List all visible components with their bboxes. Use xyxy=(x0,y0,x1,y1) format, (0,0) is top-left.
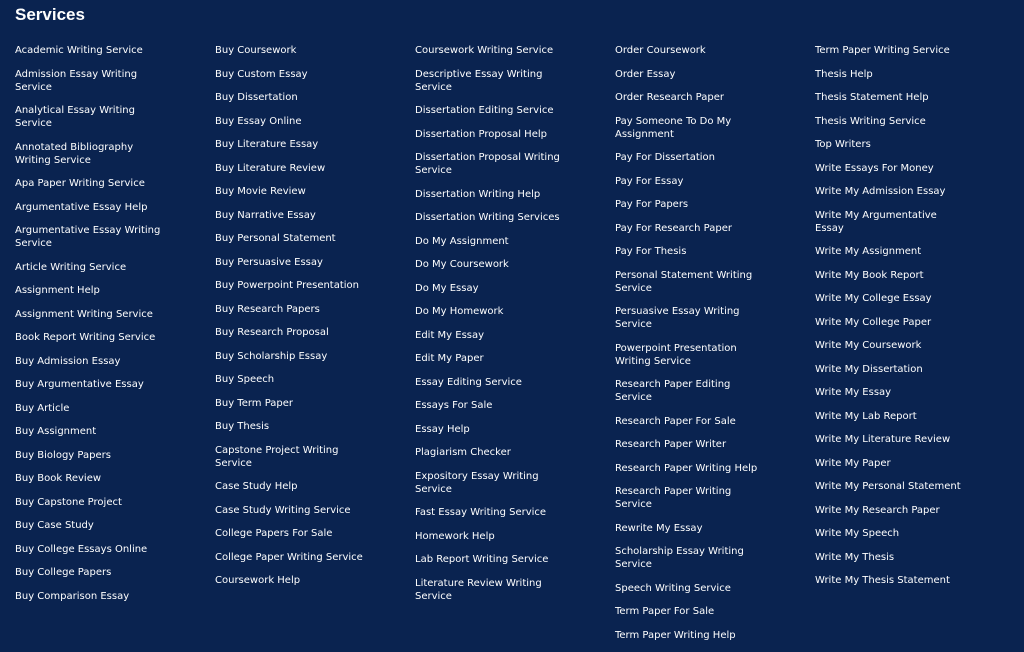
list-item xyxy=(415,577,615,614)
section-title: Services xyxy=(15,4,85,26)
list-item xyxy=(415,68,615,105)
list-item xyxy=(15,472,215,496)
service-link[interactable]: Homework Help xyxy=(415,530,565,543)
list-item xyxy=(15,261,215,285)
service-link[interactable]: Buy Movie Review xyxy=(215,185,365,198)
service-link[interactable]: Write My Research Paper xyxy=(815,504,965,517)
list-item xyxy=(215,44,415,68)
list-item xyxy=(215,420,415,444)
service-link[interactable]: Research Paper For Sale xyxy=(615,415,765,428)
list-item xyxy=(215,303,415,327)
list-item xyxy=(615,222,815,246)
list-item xyxy=(415,104,615,128)
list-item xyxy=(815,363,1015,387)
list-item xyxy=(15,566,215,590)
service-link[interactable]: Buy Narrative Essay xyxy=(215,209,365,222)
list-item xyxy=(215,551,415,575)
service-link[interactable]: Argumentative Essay Help xyxy=(15,201,165,214)
service-link[interactable]: Fast Essay Writing Service xyxy=(415,506,565,519)
service-link[interactable]: Order Research Paper xyxy=(615,91,765,104)
service-link[interactable]: Pay For Research Paper xyxy=(615,222,765,235)
service-link[interactable]: Powerpoint Presentation Writing Service xyxy=(615,342,765,368)
list-item xyxy=(415,446,615,470)
list-item xyxy=(215,162,415,186)
service-link[interactable]: Top Writers xyxy=(815,138,965,151)
list-item xyxy=(615,462,815,486)
list-item xyxy=(815,316,1015,340)
list-item xyxy=(815,457,1015,481)
list-item xyxy=(815,292,1015,316)
service-link[interactable]: Assignment Writing Service xyxy=(15,308,165,321)
service-link[interactable]: Term Paper Writing Help xyxy=(615,629,765,642)
list-item xyxy=(15,177,215,201)
services-column-4 xyxy=(615,44,815,652)
list-item xyxy=(815,551,1015,575)
service-link[interactable]: Write My Speech xyxy=(815,527,965,540)
list-item xyxy=(15,308,215,332)
list-item xyxy=(415,399,615,423)
list-item xyxy=(215,185,415,209)
list-item xyxy=(815,410,1015,434)
list-item xyxy=(615,198,815,222)
service-link[interactable]: Pay Someone To Do My Assignment xyxy=(615,115,765,141)
service-link[interactable]: Analytical Essay Writing Service xyxy=(15,104,165,130)
list-item xyxy=(815,91,1015,115)
service-link[interactable]: Research Paper Writer xyxy=(615,438,765,451)
services-column-1 xyxy=(15,44,215,652)
list-item xyxy=(215,91,415,115)
list-item xyxy=(15,141,215,178)
service-link[interactable]: Research Paper Editing Service xyxy=(615,378,765,404)
list-item xyxy=(415,211,615,235)
service-link[interactable]: Write My Essay xyxy=(815,386,965,399)
list-item xyxy=(15,284,215,308)
list-item xyxy=(415,470,615,507)
service-link[interactable]: Write My Literature Review xyxy=(815,433,965,446)
service-link[interactable]: Buy Term Paper xyxy=(215,397,365,410)
list-item xyxy=(215,279,415,303)
service-link[interactable]: Pay For Papers xyxy=(615,198,765,211)
list-item xyxy=(415,128,615,152)
service-link[interactable]: Buy Scholarship Essay xyxy=(215,350,365,363)
service-link[interactable]: Order Coursework xyxy=(615,44,765,57)
services-column-3 xyxy=(415,44,615,652)
list-item xyxy=(815,386,1015,410)
service-link[interactable]: Essay Editing Service xyxy=(415,376,565,389)
service-link[interactable]: Buy Essay Online xyxy=(215,115,365,128)
list-item xyxy=(415,305,615,329)
service-link[interactable]: Do My Essay xyxy=(415,282,565,295)
list-item xyxy=(615,522,815,546)
list-item xyxy=(215,444,415,481)
service-link[interactable]: Research Paper Writing Service xyxy=(615,485,765,511)
list-item xyxy=(615,485,815,522)
service-link[interactable]: Admission Essay Writing Service xyxy=(15,68,165,94)
list-item xyxy=(15,331,215,355)
service-link[interactable]: Do My Coursework xyxy=(415,258,565,271)
list-item xyxy=(415,376,615,400)
service-link[interactable]: Case Study Help xyxy=(215,480,365,493)
service-link[interactable]: Write My Book Report xyxy=(815,269,965,282)
list-item xyxy=(215,574,415,598)
list-item xyxy=(15,496,215,520)
list-item xyxy=(415,258,615,282)
list-item xyxy=(815,527,1015,551)
list-item xyxy=(415,506,615,530)
list-item xyxy=(815,433,1015,457)
service-link[interactable]: Order Essay xyxy=(615,68,765,81)
service-link[interactable]: Buy Coursework xyxy=(215,44,365,57)
list-item xyxy=(415,329,615,353)
service-link[interactable]: Write My Dissertation xyxy=(815,363,965,376)
list-item xyxy=(415,188,615,212)
service-link[interactable]: Edit My Essay xyxy=(415,329,565,342)
service-link[interactable]: Thesis Statement Help xyxy=(815,91,965,104)
list-item xyxy=(615,151,815,175)
list-item xyxy=(615,605,815,629)
service-link[interactable]: Case Study Writing Service xyxy=(215,504,365,517)
service-link[interactable]: Write My College Essay xyxy=(815,292,965,305)
services-columns xyxy=(15,44,1015,652)
service-link[interactable]: Dissertation Proposal Writing Service xyxy=(415,151,565,177)
list-item xyxy=(215,326,415,350)
service-link[interactable]: Assignment Help xyxy=(15,284,165,297)
list-item xyxy=(15,378,215,402)
list-item xyxy=(15,104,215,141)
service-link[interactable]: Write Essays For Money xyxy=(815,162,965,175)
service-link[interactable]: Dissertation Writing Help xyxy=(415,188,565,201)
service-link[interactable]: Pay For Dissertation xyxy=(615,151,765,164)
service-link[interactable]: Buy Literature Essay xyxy=(215,138,365,151)
service-link[interactable]: Buy Thesis xyxy=(215,420,365,433)
list-item xyxy=(215,256,415,280)
service-link[interactable]: Literature Review Writing Service xyxy=(415,577,565,603)
service-link[interactable]: Apa Paper Writing Service xyxy=(15,177,165,190)
list-item xyxy=(15,68,215,105)
service-link[interactable]: Expository Essay Writing Service xyxy=(415,470,565,496)
list-item xyxy=(415,352,615,376)
list-item xyxy=(815,480,1015,504)
list-item xyxy=(215,350,415,374)
list-item xyxy=(815,44,1015,68)
service-link[interactable]: Descriptive Essay Writing Service xyxy=(415,68,565,94)
list-item xyxy=(15,44,215,68)
list-item xyxy=(15,519,215,543)
service-link[interactable]: Buy Biology Papers xyxy=(15,449,165,462)
list-item xyxy=(815,68,1015,92)
list-item xyxy=(615,269,815,306)
service-link[interactable]: Essays For Sale xyxy=(415,399,565,412)
service-link[interactable]: Lab Report Writing Service xyxy=(415,553,565,566)
service-link[interactable]: Article Writing Service xyxy=(15,261,165,274)
list-item xyxy=(15,224,215,261)
list-item xyxy=(215,115,415,139)
service-link[interactable]: Essay Help xyxy=(415,423,565,436)
list-item xyxy=(615,545,815,582)
list-item xyxy=(415,553,615,577)
service-link[interactable]: Buy Comparison Essay xyxy=(15,590,165,603)
list-item xyxy=(215,68,415,92)
service-link[interactable]: Write My Personal Statement xyxy=(815,480,965,493)
list-item xyxy=(415,151,615,188)
service-link[interactable]: Dissertation Writing Services xyxy=(415,211,565,224)
service-link[interactable]: Academic Writing Service xyxy=(15,44,165,57)
list-item xyxy=(15,425,215,449)
list-item xyxy=(815,269,1015,293)
list-item xyxy=(615,44,815,68)
service-link[interactable]: Personal Statement Writing Service xyxy=(615,269,765,295)
service-link[interactable]: Scholarship Essay Writing Service xyxy=(615,545,765,571)
list-item xyxy=(15,201,215,225)
service-link[interactable]: Write My Assignment xyxy=(815,245,965,258)
service-link[interactable]: Coursework Writing Service xyxy=(415,44,565,57)
list-item xyxy=(415,423,615,447)
list-item xyxy=(815,209,1015,246)
service-link[interactable]: Term Paper For Sale xyxy=(615,605,765,618)
list-item xyxy=(815,574,1015,598)
services-column-5 xyxy=(815,44,1015,652)
service-link[interactable]: Write My Lab Report xyxy=(815,410,965,423)
list-item xyxy=(415,235,615,259)
service-link[interactable]: Buy Speech xyxy=(215,373,365,386)
list-item xyxy=(415,44,615,68)
list-item xyxy=(615,68,815,92)
service-link[interactable]: Buy Research Proposal xyxy=(215,326,365,339)
service-link[interactable]: Buy Capstone Project xyxy=(15,496,165,509)
service-link[interactable]: Dissertation Editing Service xyxy=(415,104,565,117)
list-item xyxy=(615,305,815,342)
service-link[interactable]: Buy Research Papers xyxy=(215,303,365,316)
list-item xyxy=(15,355,215,379)
service-link[interactable]: Buy Case Study xyxy=(15,519,165,532)
service-link[interactable]: Coursework Help xyxy=(215,574,365,587)
list-item xyxy=(815,115,1015,139)
list-item xyxy=(615,582,815,606)
list-item xyxy=(415,282,615,306)
list-item xyxy=(615,175,815,199)
service-link[interactable]: Write My Admission Essay xyxy=(815,185,965,198)
list-item xyxy=(815,138,1015,162)
list-item xyxy=(215,373,415,397)
service-link[interactable]: Buy College Papers xyxy=(15,566,165,579)
list-item xyxy=(615,245,815,269)
service-link[interactable]: Buy Assignment xyxy=(15,425,165,438)
service-link[interactable]: Thesis Help xyxy=(815,68,965,81)
service-link[interactable]: Buy Argumentative Essay xyxy=(15,378,165,391)
service-link[interactable]: Research Paper Writing Help xyxy=(615,462,765,475)
service-link[interactable]: Do My Assignment xyxy=(415,235,565,248)
list-item xyxy=(215,504,415,528)
service-link[interactable]: Pay For Essay xyxy=(615,175,765,188)
service-link[interactable]: Buy Personal Statement xyxy=(215,232,365,245)
list-item xyxy=(215,527,415,551)
list-item xyxy=(815,339,1015,363)
list-item xyxy=(15,402,215,426)
service-link[interactable]: Rewrite My Essay xyxy=(615,522,765,535)
service-link[interactable]: Write My Argumentative Essay xyxy=(815,209,965,235)
list-item xyxy=(815,162,1015,186)
list-item xyxy=(615,342,815,379)
list-item xyxy=(615,91,815,115)
service-link[interactable]: Persuasive Essay Writing Service xyxy=(615,305,765,331)
services-column-2 xyxy=(215,44,415,652)
list-item xyxy=(615,415,815,439)
list-item xyxy=(15,543,215,567)
list-item xyxy=(215,397,415,421)
list-item xyxy=(615,378,815,415)
service-link[interactable]: Term Paper Writing Service xyxy=(815,44,965,57)
service-link[interactable]: Argumentative Essay Writing Service xyxy=(15,224,165,250)
service-link[interactable]: Write My College Paper xyxy=(815,316,965,329)
service-link[interactable]: Write My Paper xyxy=(815,457,965,470)
service-link[interactable]: Buy Literature Review xyxy=(215,162,365,175)
service-link[interactable]: Write My Thesis xyxy=(815,551,965,564)
service-link[interactable]: Capstone Project Writing Service xyxy=(215,444,365,470)
service-link[interactable]: Plagiarism Checker xyxy=(415,446,565,459)
service-link[interactable]: Edit My Paper xyxy=(415,352,565,365)
list-item xyxy=(815,185,1015,209)
service-link[interactable]: Dissertation Proposal Help xyxy=(415,128,565,141)
service-link[interactable]: Write My Coursework xyxy=(815,339,965,352)
service-link[interactable]: Buy Book Review xyxy=(15,472,165,485)
list-item xyxy=(215,232,415,256)
list-item xyxy=(615,629,815,652)
list-item xyxy=(15,449,215,473)
list-item xyxy=(15,590,215,614)
service-link[interactable]: Book Report Writing Service xyxy=(15,331,165,344)
service-link[interactable]: College Paper Writing Service xyxy=(215,551,365,564)
list-item xyxy=(815,504,1015,528)
service-link[interactable]: Buy College Essays Online xyxy=(15,543,165,556)
service-link[interactable]: Do My Homework xyxy=(415,305,565,318)
service-link[interactable]: Thesis Writing Service xyxy=(815,115,965,128)
service-link[interactable]: Buy Powerpoint Presentation xyxy=(215,279,365,292)
list-item xyxy=(815,245,1015,269)
service-link[interactable]: Buy Dissertation xyxy=(215,91,365,104)
list-item xyxy=(215,209,415,233)
service-link[interactable]: Buy Admission Essay xyxy=(15,355,165,368)
service-link[interactable]: Buy Custom Essay xyxy=(215,68,365,81)
list-item xyxy=(615,438,815,462)
service-link[interactable]: Buy Persuasive Essay xyxy=(215,256,365,269)
service-link[interactable]: Annotated Bibliography Writing Service xyxy=(15,141,165,167)
list-item xyxy=(415,530,615,554)
list-item xyxy=(215,138,415,162)
list-item xyxy=(615,115,815,152)
service-link[interactable]: Pay For Thesis xyxy=(615,245,765,258)
list-item xyxy=(215,480,415,504)
service-link[interactable]: Speech Writing Service xyxy=(615,582,765,595)
service-link[interactable]: Buy Article xyxy=(15,402,165,415)
service-link[interactable]: College Papers For Sale xyxy=(215,527,365,540)
service-link[interactable]: Write My Thesis Statement xyxy=(815,574,965,587)
